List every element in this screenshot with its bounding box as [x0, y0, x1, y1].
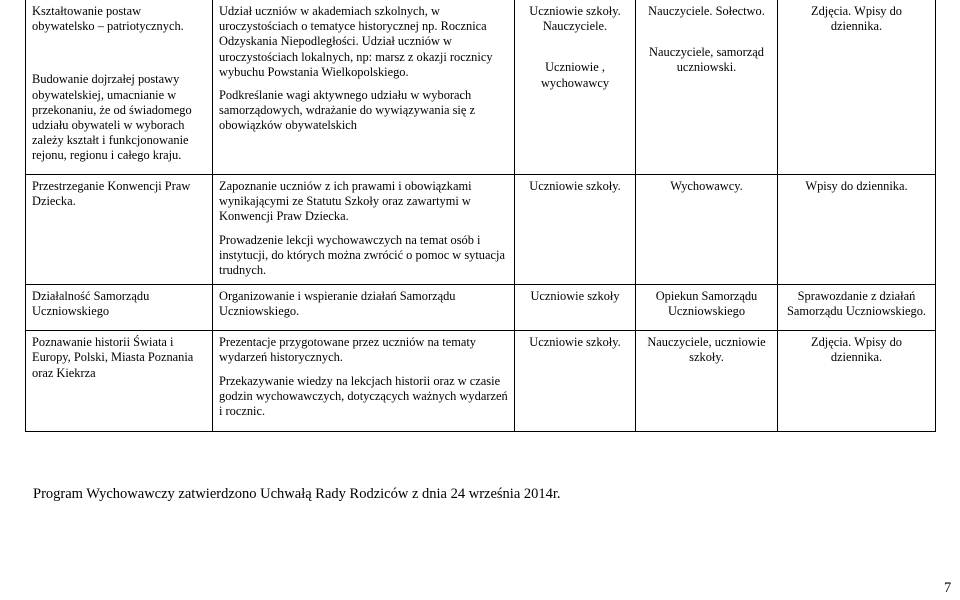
participants-cell: [515, 175, 636, 285]
responsible-text: Nauczyciele. Sołectwo.: [648, 4, 765, 18]
task-text: Przekazywanie wiedzy na lekcjach historii oraz w czasie godzin wychowawczych, dotyczących ważnych wydarzeń i rocznic.: [219, 373, 508, 419]
topic-text: Poznawanie historii Świata i Europy, Polski, Miasta Poznania oraz Kiekrza: [32, 335, 194, 380]
responsible-text: Wychowawcy.: [670, 179, 743, 193]
evaluation-cell: [778, 285, 936, 331]
tasks-cell: [213, 285, 515, 331]
evaluation-text: Sprawozdanie z działań Samorządu Uczniowskiego.: [786, 289, 926, 319]
topic-cell: [26, 0, 213, 175]
task-text: Prowadzenie lekcji wychowawczych na temat osób i instytucji, do których można zwrócić o pomoc w sytuacja trudnych.: [219, 232, 505, 278]
evaluation-cell: [778, 0, 936, 175]
table-row: [26, 0, 936, 175]
page-number: 7: [944, 580, 952, 596]
topic-text: Budowanie dojrzałej postawy obywatelskiej, umacnianie w przekonaniu, że od świadomego udziału obywateli w wyborach zależy kształt i funkcjonowanie rejonu, regionu i całego kraju.: [32, 72, 192, 163]
responsible-text: Opiekun Samorządu Uczniowskiego: [655, 289, 758, 319]
responsible-cell: [636, 175, 778, 285]
evaluation-cell: [778, 175, 936, 285]
task-text: Zapoznanie uczniów z ich prawami i obowiązkami wynikającymi ze Statutu Szkoły oraz zawartymi w Konwencji Praw Dziecka.: [219, 179, 472, 224]
topic-cell: [26, 285, 213, 331]
responsible-cell: [636, 285, 778, 331]
topic-text: Kształtowanie postaw obywatelsko – patriotycznych.: [32, 4, 184, 34]
participants-text: Uczniowie szkoły.: [529, 335, 621, 350]
table-row: [26, 331, 936, 432]
participants-cell: [515, 331, 636, 432]
participants-text: Uczniowie szkoły.: [529, 179, 621, 193]
document-page: [25, 0, 960, 432]
tasks-cell: [213, 0, 515, 175]
responsible-cell: [636, 0, 778, 175]
education-plan-table: [25, 0, 936, 432]
responsible-text: Nauczyciele, samorząd uczniowski.: [649, 45, 764, 75]
tasks-cell: [213, 175, 515, 285]
topic-cell: [26, 331, 213, 432]
participants-text: Uczniowie , wychowawcy: [540, 60, 610, 90]
task-text: Prezentacje przygotowane przez uczniów na tematy wydarzeń historycznych.: [219, 335, 476, 365]
topic-cell: [26, 175, 213, 285]
topic-text: Działalność Samorządu Uczniowskiego: [32, 289, 150, 319]
evaluation-text: Zdjęcia. Wpisy do dziennika.: [811, 335, 902, 365]
responsible-text: Nauczyciele, uczniowie szkoły.: [647, 335, 766, 365]
topic-text: Przestrzeganie Konwencji Praw Dziecka.: [32, 179, 191, 209]
table-row: [26, 175, 936, 285]
participants-text: Uczniowie szkoły: [530, 289, 620, 304]
approval-note: Program Wychowawczy zatwierdzono Uchwałą Rady Rodziców z dnia 24 września 2014r.: [33, 486, 561, 502]
evaluation-cell: [778, 331, 936, 432]
evaluation-text: Zdjęcia. Wpisy do dziennika.: [811, 4, 902, 34]
tasks-cell: [213, 331, 515, 432]
participants-cell: [515, 0, 636, 175]
participants-text: Uczniowie szkoły. Nauczyciele.: [529, 4, 621, 34]
responsible-cell: [636, 331, 778, 432]
task-text: Udział uczniów w akademiach szkolnych, w uroczystościach o tematyce historycznej np. Rocznica Odzyskania Niepodległości. Udział uczniów w uroczystościach lokalnych, np: marsz z okazji rocznicy wybuchu Powstania Wielkopolskiego.: [219, 4, 493, 79]
evaluation-text: Wpisy do dziennika.: [805, 179, 908, 193]
participants-cell: [515, 285, 636, 331]
table-row: [26, 285, 936, 331]
task-text: Podkreślanie wagi aktywnego udziału w wyborach samorządowych, wdrażanie do wywiązywania się z obowiązków obywatelskich: [219, 88, 475, 133]
task-text: Organizowanie i wspieranie działań Samorządu Uczniowskiego.: [219, 289, 456, 319]
